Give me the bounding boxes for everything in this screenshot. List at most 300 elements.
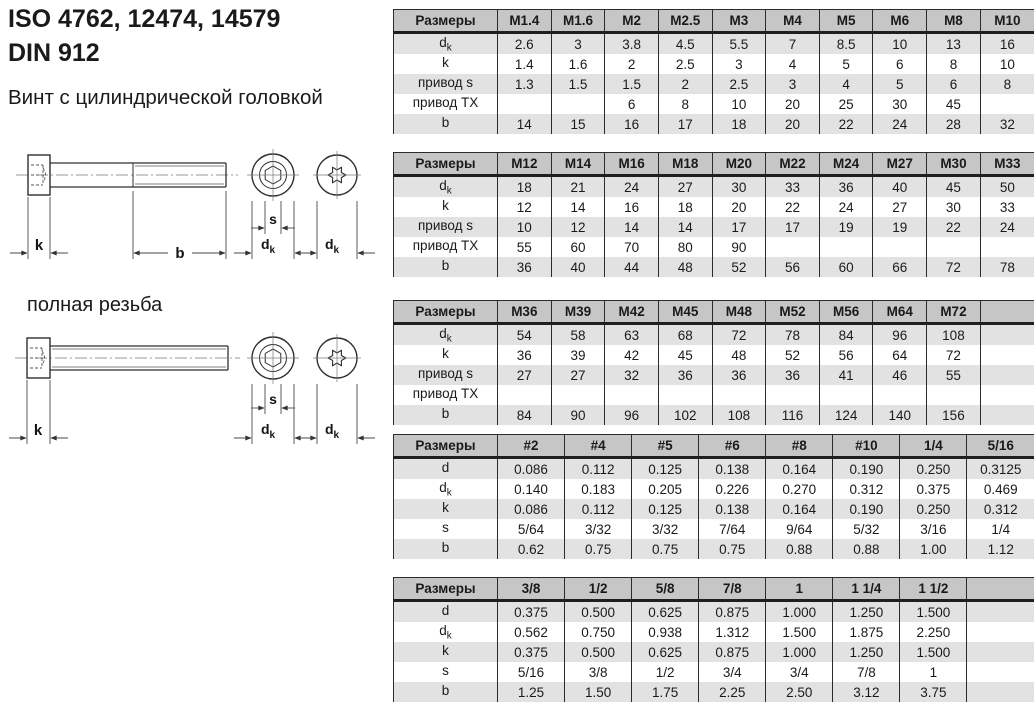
value-cell: 46 — [873, 365, 927, 385]
value-cell: 8 — [927, 54, 981, 74]
size-column-header: M12 — [498, 153, 552, 176]
value-cell: 48 — [712, 345, 766, 365]
value-cell: 58 — [551, 324, 605, 346]
value-cell: 24 — [605, 176, 659, 198]
value-cell: 5 — [819, 54, 873, 74]
value-cell: 1.500 — [900, 642, 967, 662]
value-cell — [980, 365, 1034, 385]
size-column-header: M1.6 — [551, 10, 605, 33]
dimension-dk-label: $d_k$ — [260, 236, 276, 256]
value-cell: 14 — [498, 114, 552, 134]
value-cell — [967, 682, 1034, 702]
value-cell: 5/16 — [498, 662, 565, 682]
value-cell: 72 — [927, 345, 981, 365]
size-column-header: 1 1/2 — [900, 578, 967, 601]
value-cell — [498, 385, 552, 405]
size-column-header: M30 — [927, 153, 981, 176]
value-cell: 1/4 — [967, 519, 1034, 539]
dimension-s-label: s — [269, 391, 277, 407]
value-cell: 0.164 — [766, 499, 833, 519]
size-column-header: M10 — [980, 10, 1034, 33]
value-cell: 1.75 — [632, 682, 699, 702]
value-cell: 55 — [927, 365, 981, 385]
value-cell: 2 — [658, 74, 712, 94]
row-label: k — [442, 345, 449, 361]
size-column-header: #4 — [565, 435, 632, 458]
value-cell: 4.5 — [658, 33, 712, 55]
dimension-s-label: s — [269, 211, 277, 227]
value-cell: 13 — [927, 33, 981, 55]
value-cell: 0.226 — [699, 479, 766, 499]
size-column-header: M2.5 — [658, 10, 712, 33]
size-column-header: #6 — [699, 435, 766, 458]
value-cell: 17 — [766, 217, 820, 237]
value-cell: 1.000 — [766, 642, 833, 662]
value-cell: 41 — [819, 365, 873, 385]
value-cell: 3 — [551, 33, 605, 55]
value-cell: 0.312 — [833, 479, 900, 499]
value-cell: 0.250 — [900, 458, 967, 480]
table-corner-header: Размеры — [394, 10, 498, 33]
value-cell: 2 — [605, 54, 659, 74]
value-cell: 30 — [712, 176, 766, 198]
value-cell: 3/32 — [632, 519, 699, 539]
value-cell: 42 — [605, 345, 659, 365]
size-column-header: M14 — [551, 153, 605, 176]
value-cell — [967, 601, 1034, 623]
size-column-header: M52 — [766, 301, 820, 324]
value-cell: 3 — [712, 54, 766, 74]
table-row — [394, 114, 1034, 134]
value-cell: 44 — [605, 257, 659, 277]
size-column-header: #2 — [498, 435, 565, 458]
imperial-table-3_8-1_5 — [393, 577, 1034, 702]
size-column-header: M39 — [551, 301, 605, 324]
value-cell: 0.125 — [632, 458, 699, 480]
value-cell: 52 — [712, 257, 766, 277]
value-cell: 16 — [605, 197, 659, 217]
metric-table-m1_4-m10 — [393, 9, 1034, 134]
size-column-header: M42 — [605, 301, 659, 324]
value-cell: 78 — [980, 257, 1034, 277]
value-cell: 0.3125 — [967, 458, 1034, 480]
value-cell: 0.138 — [699, 458, 766, 480]
table-row — [394, 682, 1034, 702]
screw-drawing-partial-thread — [0, 146, 390, 306]
title-standard-din: DIN 912 — [8, 39, 100, 67]
value-cell: 3/8 — [565, 662, 632, 682]
row-label: b — [441, 539, 450, 555]
value-cell: 96 — [873, 324, 927, 346]
value-cell: 1.4 — [498, 54, 552, 74]
value-cell: 40 — [873, 176, 927, 198]
value-cell — [498, 94, 552, 114]
value-cell: 27 — [873, 197, 927, 217]
table-row — [394, 519, 1034, 539]
table-row — [394, 479, 1034, 499]
row-label-cell — [394, 458, 498, 480]
value-cell — [712, 385, 766, 405]
value-cell: 48 — [658, 257, 712, 277]
size-column-header: #10 — [833, 435, 900, 458]
size-column-header: M22 — [766, 153, 820, 176]
value-cell: 108 — [712, 405, 766, 425]
table-row — [394, 197, 1034, 217]
value-cell: 7/8 — [833, 662, 900, 682]
size-column-header: M33 — [980, 153, 1034, 176]
value-cell: 0.375 — [498, 601, 565, 623]
row-label: d — [441, 459, 450, 475]
value-cell: 80 — [658, 237, 712, 257]
row-label: привод TX — [412, 385, 479, 401]
value-cell: 2.5 — [658, 54, 712, 74]
value-cell: 32 — [605, 365, 659, 385]
value-cell: 24 — [980, 217, 1034, 237]
value-cell: 36 — [498, 257, 552, 277]
value-cell: 0.62 — [498, 539, 565, 559]
value-cell: 72 — [712, 324, 766, 346]
row-label: d — [439, 622, 447, 638]
value-cell: 0.086 — [498, 458, 565, 480]
size-column-header: 7/8 — [699, 578, 766, 601]
value-cell: 0.88 — [766, 539, 833, 559]
end-view-hex-socket — [247, 332, 299, 384]
size-column-header: 3/8 — [498, 578, 565, 601]
value-cell: 36 — [766, 365, 820, 385]
title-standards-iso: ISO 4762, 12474, 14579 — [8, 5, 281, 33]
table-row — [394, 405, 1034, 425]
size-column-header: 5/8 — [632, 578, 699, 601]
value-cell: 1.5 — [605, 74, 659, 94]
value-cell — [766, 385, 820, 405]
value-cell — [967, 662, 1034, 682]
size-column-header: M72 — [927, 301, 981, 324]
value-cell: 1.875 — [833, 622, 900, 642]
row-label-cell — [394, 519, 498, 539]
value-cell: 3/16 — [900, 519, 967, 539]
row-label-cell — [394, 682, 498, 702]
row-label-cell — [394, 257, 498, 277]
row-label: d — [439, 177, 447, 193]
table-row — [394, 539, 1034, 559]
value-cell: 45 — [658, 345, 712, 365]
value-cell: 0.125 — [632, 499, 699, 519]
size-column-header: 5/16 — [967, 435, 1034, 458]
row-label: k — [442, 642, 449, 658]
value-cell: 140 — [873, 405, 927, 425]
value-cell: 0.183 — [565, 479, 632, 499]
value-cell: 10 — [498, 217, 552, 237]
value-cell: 64 — [873, 345, 927, 365]
value-cell: 63 — [605, 324, 659, 346]
value-cell: 3/4 — [699, 662, 766, 682]
table-corner-header: Размеры — [394, 301, 498, 324]
row-label-cell — [394, 74, 498, 94]
size-column-header: M16 — [605, 153, 659, 176]
value-cell: 27 — [658, 176, 712, 198]
value-cell: 1/2 — [632, 662, 699, 682]
value-cell: 3/4 — [766, 662, 833, 682]
row-label: b — [441, 114, 450, 130]
metric-table-m12-m33 — [393, 152, 1034, 277]
value-cell: 6 — [873, 54, 927, 74]
size-column-header: M24 — [819, 153, 873, 176]
table-row — [394, 385, 1034, 405]
value-cell: 25 — [819, 94, 873, 114]
dimension-k-label: k — [34, 237, 44, 254]
value-cell — [967, 642, 1034, 662]
size-column-header: 1/2 — [565, 578, 632, 601]
value-cell: 56 — [766, 257, 820, 277]
value-cell: 5/32 — [833, 519, 900, 539]
value-cell — [819, 237, 873, 257]
value-cell: 14 — [605, 217, 659, 237]
value-cell: 16 — [980, 33, 1034, 55]
table-row — [394, 94, 1034, 114]
value-cell — [927, 385, 981, 405]
value-cell: 18 — [712, 114, 766, 134]
value-cell: 4 — [819, 74, 873, 94]
value-cell: 33 — [980, 197, 1034, 217]
table-row — [394, 217, 1034, 237]
value-cell: 0.938 — [632, 622, 699, 642]
table-row — [394, 499, 1034, 519]
hex-socket-hidden-lines — [31, 165, 46, 185]
value-cell — [605, 385, 659, 405]
value-cell: 14 — [551, 197, 605, 217]
size-column-header: M3 — [712, 10, 766, 33]
value-cell: 3/32 — [565, 519, 632, 539]
value-cell: 18 — [498, 176, 552, 198]
value-cell: 0.140 — [498, 479, 565, 499]
value-cell — [980, 94, 1034, 114]
value-cell: 68 — [658, 324, 712, 346]
row-label-cell — [394, 479, 498, 499]
size-column-header: M36 — [498, 301, 552, 324]
value-cell — [980, 405, 1034, 425]
value-cell: 60 — [819, 257, 873, 277]
value-cell: 52 — [766, 345, 820, 365]
value-cell: 70 — [605, 237, 659, 257]
value-cell: 1.500 — [766, 622, 833, 642]
value-cell: 1.5 — [551, 74, 605, 94]
row-label-cell — [394, 33, 498, 55]
row-label: s — [442, 519, 449, 535]
value-cell: 55 — [498, 237, 552, 257]
value-cell: 30 — [927, 197, 981, 217]
value-cell: 2.6 — [498, 33, 552, 55]
value-cell: 30 — [873, 94, 927, 114]
value-cell — [873, 385, 927, 405]
row-label: k — [442, 54, 449, 70]
value-cell: 96 — [605, 405, 659, 425]
row-label-cell — [394, 94, 498, 114]
hex-socket-hidden-lines — [30, 348, 45, 368]
value-cell — [766, 237, 820, 257]
value-cell — [967, 622, 1034, 642]
value-cell: 0.190 — [833, 458, 900, 480]
value-cell: 24 — [819, 197, 873, 217]
row-label-cell — [394, 405, 498, 425]
value-cell: 0.75 — [565, 539, 632, 559]
value-cell: 36 — [819, 176, 873, 198]
value-cell: 27 — [498, 365, 552, 385]
value-cell: 16 — [605, 114, 659, 134]
row-label: k — [442, 499, 449, 515]
spec-tables — [393, 9, 1034, 702]
row-label-cell — [394, 499, 498, 519]
value-cell: 0.500 — [565, 601, 632, 623]
size-column-header: 1 — [766, 578, 833, 601]
value-cell: 84 — [498, 405, 552, 425]
value-cell: 116 — [766, 405, 820, 425]
value-cell — [980, 345, 1034, 365]
value-cell: 20 — [766, 94, 820, 114]
row-label: привод s — [418, 74, 473, 90]
value-cell: 40 — [551, 257, 605, 277]
value-cell: 1.12 — [967, 539, 1034, 559]
table-row — [394, 662, 1034, 682]
row-label-cell — [394, 217, 498, 237]
value-cell: 36 — [712, 365, 766, 385]
value-cell: 1.312 — [699, 622, 766, 642]
value-cell — [980, 324, 1034, 346]
table-corner-header: Размеры — [394, 153, 498, 176]
size-column-header: 1/4 — [900, 435, 967, 458]
row-label-cell — [394, 176, 498, 198]
value-cell: 1.250 — [833, 642, 900, 662]
size-column-header: M45 — [658, 301, 712, 324]
value-cell: 0.205 — [632, 479, 699, 499]
value-cell: 20 — [766, 114, 820, 134]
value-cell: 7/64 — [699, 519, 766, 539]
value-cell: 45 — [927, 94, 981, 114]
dimension-dk-label: $d_k$ — [260, 421, 276, 441]
value-cell: 8.5 — [819, 33, 873, 55]
end-view-torx-socket — [313, 334, 361, 382]
value-cell: 156 — [927, 405, 981, 425]
value-cell: 8 — [658, 94, 712, 114]
value-cell: 17 — [712, 217, 766, 237]
dimension-b-label: b — [175, 245, 185, 262]
value-cell: 1.3 — [498, 74, 552, 94]
row-label-cell — [394, 662, 498, 682]
full-thread-label: полная резьба — [27, 294, 163, 316]
value-cell: 1.500 — [900, 601, 967, 623]
value-cell — [980, 385, 1034, 405]
value-cell: 19 — [819, 217, 873, 237]
table-row — [394, 74, 1034, 94]
value-cell: 6 — [927, 74, 981, 94]
value-cell: 12 — [498, 197, 552, 217]
value-cell: 0.469 — [967, 479, 1034, 499]
value-cell: 0.312 — [967, 499, 1034, 519]
size-column-header: #8 — [766, 435, 833, 458]
table-row — [394, 365, 1034, 385]
value-cell — [819, 385, 873, 405]
value-cell: 39 — [551, 345, 605, 365]
value-cell: 1.50 — [565, 682, 632, 702]
end-view-torx-socket — [313, 151, 361, 199]
value-cell — [551, 385, 605, 405]
dimension-dk-label: $d_k$ — [324, 236, 340, 256]
table-row — [394, 601, 1034, 623]
size-column-header: M5 — [819, 10, 873, 33]
value-cell: 0.164 — [766, 458, 833, 480]
row-label-cell — [394, 365, 498, 385]
row-label: b — [441, 257, 450, 273]
dimension-k-label: k — [33, 422, 43, 439]
value-cell: 50 — [980, 176, 1034, 198]
value-cell: 0.112 — [565, 499, 632, 519]
value-cell — [658, 385, 712, 405]
size-column-header — [967, 578, 1034, 601]
row-label-cell — [394, 385, 498, 405]
row-label: k — [442, 197, 449, 213]
row-label-subscript: k — [446, 487, 452, 499]
size-column-header: M64 — [873, 301, 927, 324]
value-cell: 10 — [712, 94, 766, 114]
value-cell: 2.250 — [900, 622, 967, 642]
screw-drawing-full-thread — [0, 322, 390, 462]
end-view-hex-socket — [247, 149, 299, 201]
value-cell: 1.00 — [900, 539, 967, 559]
value-cell: 90 — [712, 237, 766, 257]
value-cell: 36 — [498, 345, 552, 365]
table-row — [394, 642, 1034, 662]
size-column-header: M56 — [819, 301, 873, 324]
size-column-header: M2 — [605, 10, 659, 33]
row-label-subscript: k — [446, 333, 452, 345]
value-cell: 0.625 — [632, 642, 699, 662]
value-cell: 0.375 — [498, 642, 565, 662]
value-cell: 21 — [551, 176, 605, 198]
value-cell: 8 — [980, 74, 1034, 94]
value-cell: 4 — [766, 54, 820, 74]
value-cell: 0.875 — [699, 601, 766, 623]
value-cell: 1.25 — [498, 682, 565, 702]
table-row — [394, 622, 1034, 642]
value-cell: 60 — [551, 237, 605, 257]
value-cell: 3.75 — [900, 682, 967, 702]
value-cell: 6 — [605, 94, 659, 114]
value-cell: 22 — [819, 114, 873, 134]
row-label: d — [439, 34, 447, 50]
value-cell: 9/64 — [766, 519, 833, 539]
dimension-dk-label: $d_k$ — [324, 421, 340, 441]
value-cell: 2.50 — [766, 682, 833, 702]
row-label: привод TX — [412, 237, 479, 253]
value-cell: 0.750 — [565, 622, 632, 642]
row-label-cell — [394, 54, 498, 74]
value-cell: 0.75 — [632, 539, 699, 559]
value-cell: 0.625 — [632, 601, 699, 623]
size-column-header: #5 — [632, 435, 699, 458]
value-cell: 0.375 — [900, 479, 967, 499]
value-cell: 124 — [819, 405, 873, 425]
value-cell: 24 — [873, 114, 927, 134]
value-cell: 33 — [766, 176, 820, 198]
value-cell: 1.6 — [551, 54, 605, 74]
value-cell: 3 — [766, 74, 820, 94]
value-cell: 36 — [658, 365, 712, 385]
row-label-cell — [394, 237, 498, 257]
table-row — [394, 324, 1034, 346]
value-cell: 3.12 — [833, 682, 900, 702]
value-cell: 0.88 — [833, 539, 900, 559]
value-cell: 54 — [498, 324, 552, 346]
value-cell: 5/64 — [498, 519, 565, 539]
